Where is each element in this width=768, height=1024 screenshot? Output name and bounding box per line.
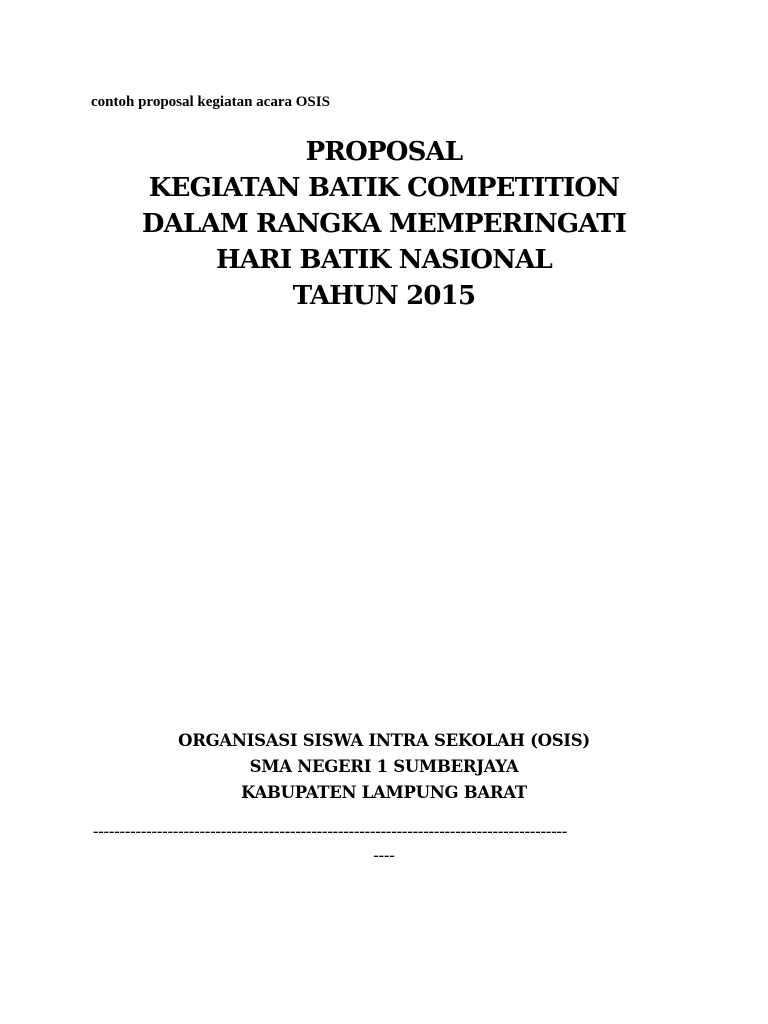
organization-line: ORGANISASI SISWA INTRA SEKOLAH (OSIS)	[178, 731, 590, 750]
title-line: DALAM RANGKA MEMPERINGATI	[141, 209, 627, 239]
organization-line: KABUPATEN LAMPUNG BARAT	[241, 783, 527, 802]
dashed-divider-tail: ----	[373, 847, 395, 864]
title-line: KEGIATAN BATIK COMPETITION	[148, 173, 620, 203]
title-line: HARI BATIK NASIONAL	[216, 245, 552, 275]
proposal-title	[0, 134, 768, 314]
dashed-divider: -----------------------------------------------------------------------------------------	[93, 823, 568, 840]
title-line: TAHUN 2015	[292, 281, 476, 311]
organization-line: SMA NEGERI 1 SUMBERJAYA	[249, 757, 519, 776]
organization-block	[0, 728, 768, 806]
document-caption: contoh proposal kegiatan acara OSIS	[91, 94, 330, 110]
title-line: PROPOSAL	[305, 137, 463, 167]
